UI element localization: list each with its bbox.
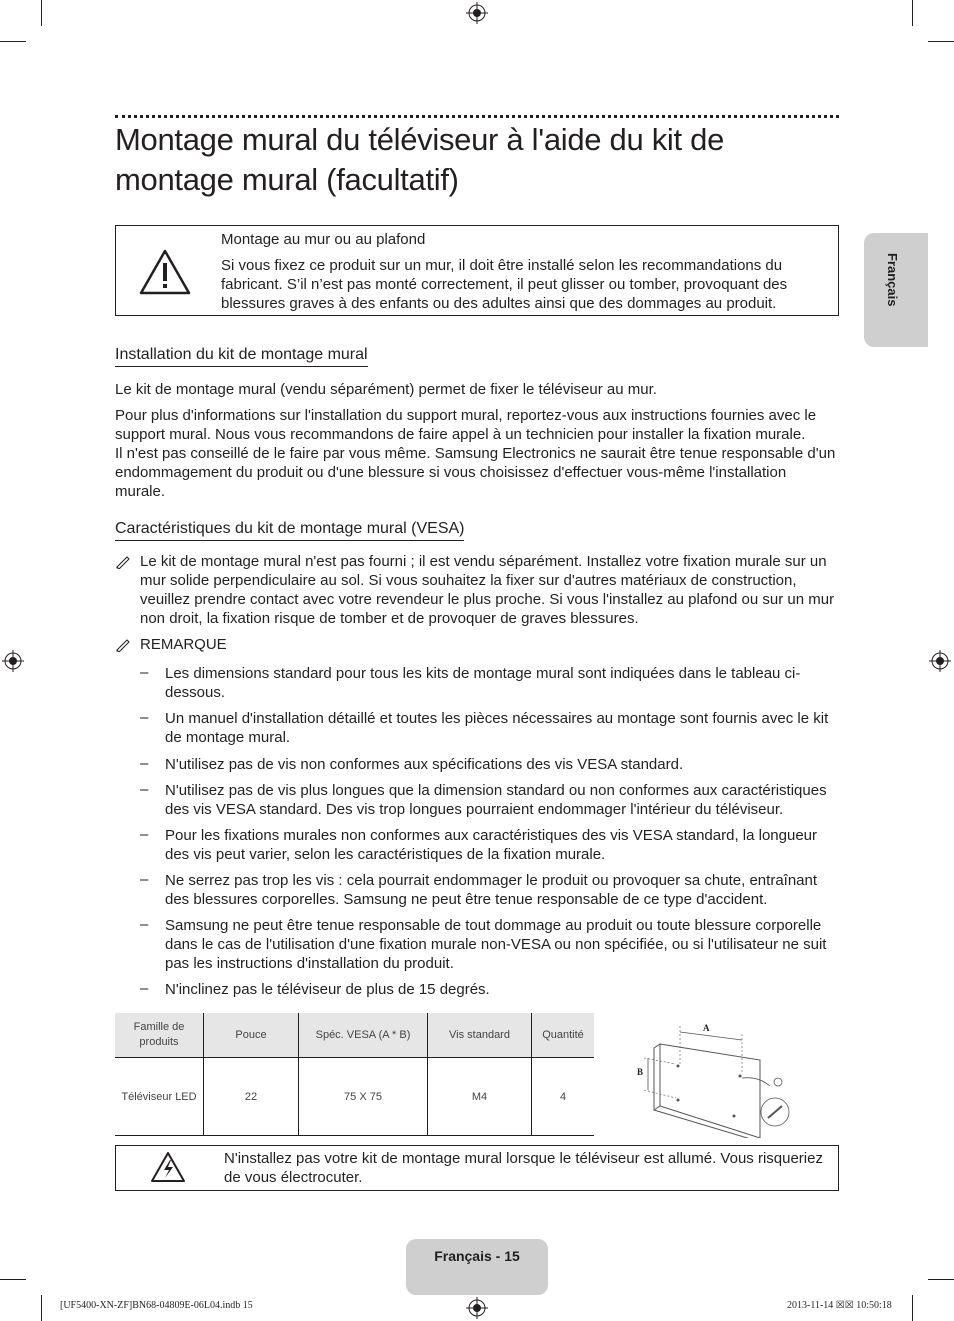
crop-mark — [912, 0, 913, 26]
note-pencil-icon — [115, 555, 131, 569]
note-pencil-icon — [115, 638, 131, 652]
registration-mark-icon — [929, 650, 951, 672]
crop-mark — [41, 1295, 42, 1321]
section1-paragraph: Il n'est pas conseillé de le faire par vous même. Samsung Electronics ne saurait être tenue responsable d'un endommagement du produit ou d'une blessure si vous choisissez d'effectuer vous-même l'installation murale. — [115, 445, 836, 500]
warning-text: Si vous fixez ce produit sur un mur, il doit être installé selon les recommandations du fabricant. S’il n’est pas monté correctement, il peut glisser ou tomber, provoquant des blessures graves à des enfants ou des adultes ainsi que des dommages au produit. — [221, 257, 788, 312]
crop-mark — [912, 1295, 913, 1321]
bullet-dash: – — [140, 980, 149, 997]
bullet-dash: – — [140, 871, 149, 888]
remark-bullet: N'utilisez pas de vis non conformes aux spécifications des vis VESA standard. — [165, 756, 684, 773]
registration-mark-icon — [2, 650, 24, 672]
bullet-dash: – — [140, 826, 149, 843]
bullet-dash: – — [140, 781, 149, 798]
crop-mark — [928, 1279, 954, 1280]
crop-mark — [928, 41, 954, 42]
table-header-cell: Pouce — [204, 1013, 299, 1058]
registration-mark-icon — [466, 2, 488, 24]
crop-mark — [41, 0, 42, 26]
vesa-spec-table — [115, 1013, 594, 1136]
remark-bullet: N'utilisez pas de vis plus longues que la dimension standard ou non conformes aux caractéristiques des vis VESA standard. Des vis trop longues pourraient endommager l'intérieur du téléviseur. — [165, 782, 827, 818]
crop-mark — [0, 41, 26, 42]
section1-paragraph: Le kit de montage mural (vendu séparément) permet de fixer le téléviseur au mur. — [115, 381, 657, 398]
page-number-tab — [406, 1239, 548, 1295]
vesa-hole — [677, 1065, 680, 1068]
diagram-label-b: B — [637, 1067, 644, 1077]
section-heading-vesa: Caractéristiques du kit de montage mural (VESA) — [115, 519, 464, 541]
warning-heading: Montage au mur ou au plafond — [221, 231, 426, 248]
bullet-dash: – — [140, 755, 149, 772]
remark-label: REMARQUE — [140, 636, 227, 653]
page-number: Français - 15 — [434, 1248, 520, 1264]
print-date-info: 2013-11-14 ☒☒ 10:50:18 — [787, 1300, 892, 1311]
remark-bullet: Pour les fixations murales non conformes aux caractéristiques des vis VESA standard, la longueur des vis peut varier, selon les caractéristiques de la fixation murale. — [165, 827, 818, 863]
print-file-info: [UF5400-XN-ZF]BN68-04809E-06L04.indb 15 — [60, 1300, 253, 1311]
section1-paragraph: Pour plus d'informations sur l'installation du support mural, reportez-vous aux instructions fournies avec le support mural. Nous vous recommandons de faire appel à un technicien pour installer la fixation murale. — [115, 407, 817, 443]
table-header-cell: Spéc. VESA (A * B) — [299, 1013, 428, 1058]
electric-warning-text: N'installez pas votre kit de montage mural lorsque le téléviseur est allumé. Vous risqueriez de vous électrocuter. — [224, 1150, 823, 1186]
language-side-tab — [864, 233, 928, 347]
table-cell: Téléviseur LED — [115, 1058, 204, 1136]
remark-bullet: Ne serrez pas trop les vis : cela pourrait endommager le produit ou provoquer sa chute, entraînant des blessures corporelles. Samsung ne peut être tenue responsable de ce type d'accident. — [165, 872, 818, 908]
remark-bullet: N'inclinez pas le téléviseur de plus de 15 degrés. — [165, 981, 490, 998]
diagram-label-a: A — [703, 1023, 710, 1033]
table-row — [115, 1058, 594, 1136]
vesa-hole — [733, 1115, 736, 1118]
table-header-cell: Quantité — [532, 1013, 595, 1058]
remark-bullet: Les dimensions standard pour tous les kits de montage mural sont indiquées dans le tableau ci-dessous. — [165, 665, 801, 701]
table-cell: 4 — [532, 1058, 595, 1136]
remark-bullet: Samsung ne peut être tenue responsable de tout dommage au produit ou toute blessure corporelle dans le cas de l'utilisation d'une fixation murale non-VESA ou non spécifiée, ou si l'utilisateur ne suit pas les instructions d'installation du produit. — [165, 917, 827, 972]
vesa-mount-diagram — [630, 1018, 800, 1138]
wall-mount-warning-box — [115, 225, 839, 316]
table-header-cell: Vis standard — [428, 1013, 532, 1058]
vesa-hole — [677, 1099, 680, 1102]
registration-mark-icon — [466, 1297, 488, 1319]
table-header-cell: Famille de produits — [115, 1013, 204, 1058]
vesa-note: Le kit de montage mural n'est pas fourni ; il est vendu séparément. Installez votre fixation murale sur un mur solide perpendiculaire au sol. Si vous souhaitez la fixer sur d'autres matériaux de construction, veuillez prendre contact avec votre revendeur le plus proche. Si vous l'installez au plafond ou sur un mur non droit, la fixation risque de tomber et de provoquer de graves blessures. — [140, 553, 835, 627]
table-cell: 22 — [204, 1058, 299, 1136]
section-heading-installation: Installation du kit de montage mural — [115, 345, 368, 367]
warning-triangle-icon — [138, 248, 192, 296]
table-cell: M4 — [428, 1058, 532, 1136]
table-header-row — [115, 1013, 594, 1058]
title-divider — [115, 115, 839, 118]
crop-mark — [0, 1279, 26, 1280]
electric-shock-warning-icon — [150, 1151, 186, 1183]
bullet-dash: – — [140, 664, 149, 681]
bullet-dash: – — [140, 916, 149, 933]
language-side-tab-label: Français — [885, 253, 900, 307]
page-title: Montage mural du téléviseur à l'aide du kit de montage mural (facultatif) — [115, 122, 725, 197]
remark-bullet: Un manuel d'installation détaillé et toutes les pièces nécessaires au montage sont fournis avec le kit de montage mural. — [165, 710, 829, 746]
electric-warning-box — [115, 1145, 839, 1191]
bullet-dash: – — [140, 709, 149, 726]
vesa-hole — [739, 1075, 742, 1078]
table-cell: 75 X 75 — [299, 1058, 428, 1136]
